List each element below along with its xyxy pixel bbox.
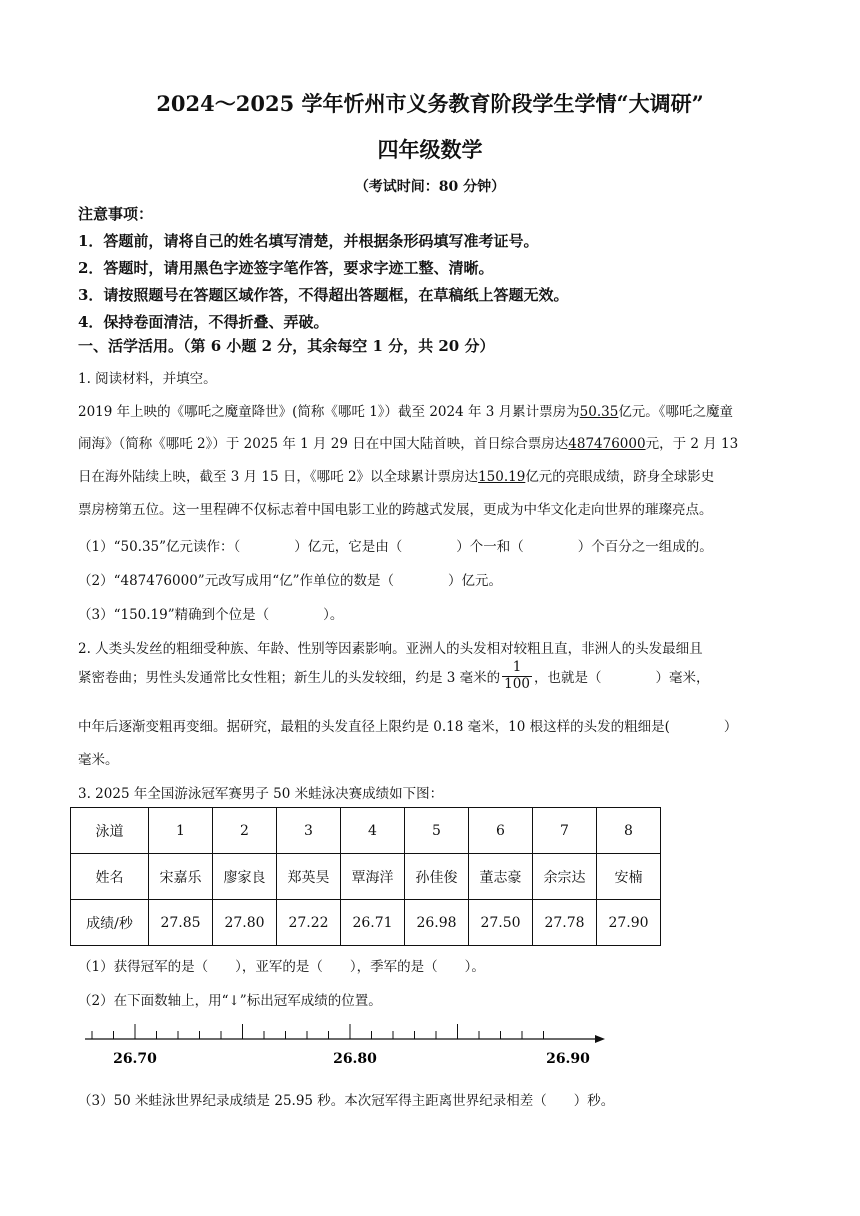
q1-title: 1. 阅读材料，并填空。 (78, 371, 217, 387)
q1-subquestion-2: （2）“487476000”元改写成用“亿”作单位的数是（ ）亿元。 (78, 573, 502, 589)
q1-paragraph-line-1 (78, 400, 733, 420)
q1-subquestion-3: （3）“150.19”精确到个位是（ ）。 (78, 607, 344, 623)
q2-line-1: 2. 人类头发丝的粗细受种族、年龄、性别等因素影响。亚洲人的头发相对较粗且直，非洲人的头发最细且 (78, 641, 703, 657)
q1-first-day-box-office: 487476000 (568, 436, 646, 452)
table-cell: 董志豪 (469, 854, 533, 900)
table-cell: 27.90 (597, 900, 661, 946)
table-row (71, 808, 661, 854)
fraction (502, 660, 532, 692)
table-cell: 26.71 (341, 900, 405, 946)
q1-text: 亿元。《哪吒之魔童 (618, 404, 734, 420)
table-cell: 5 (405, 808, 469, 854)
table-cell: 27.80 (213, 900, 277, 946)
table-cell: 6 (469, 808, 533, 854)
number-line-ticks (92, 1024, 544, 1039)
table-cell: 27.50 (469, 900, 533, 946)
table-cell: 7 (533, 808, 597, 854)
table-cell: 2 (213, 808, 277, 854)
q2-line-4: 毫米。 (78, 752, 119, 768)
q2-text: ，也就是（ ）毫米， (533, 670, 710, 687)
axis-label: 26.80 (333, 1051, 377, 1067)
exam-time: （考试时间：80 分钟） (354, 179, 506, 195)
table-header-cell: 姓名 (71, 854, 149, 900)
notice-heading: 注意事项： (78, 205, 154, 223)
exam-subtitle: 四年级数学 (377, 137, 483, 162)
notice-item-4: 4．保持卷面清洁，不得折叠、弄破。 (78, 313, 329, 331)
table-cell: 宋嘉乐 (149, 854, 213, 900)
arrow-head-icon (595, 1035, 605, 1043)
q3-subquestion-3: （3）50 米蛙泳世界纪录成绩是 25.95 秒。本次冠军得主距离世界纪录相差（ ）秒。 (78, 1093, 615, 1109)
q2-line-3: 中年后逐渐变粗再变细。据研究，最粗的头发直径上限约是 0.18 毫米，10 根这样的头发的粗细是( ） (78, 719, 738, 735)
fraction-numerator: 1 (502, 660, 532, 677)
table-header-cell: 泳道 (71, 808, 149, 854)
q1-text: 闹海》（简称《哪吒 2》）于 2025 年 1 月 29 日在中国大陆首映，首日综合票房达 (78, 436, 569, 452)
q3-subquestion-2: （2）在下面数轴上，用“↓”标出冠军成绩的位置。 (78, 993, 382, 1009)
table-cell: 27.78 (533, 900, 597, 946)
table-cell: 孙佳俊 (405, 854, 469, 900)
table-row (71, 854, 661, 900)
q2-text: 紧密卷曲；男性头发通常比女性粗；新生儿的头发较细，约是 3 毫米的 (78, 670, 501, 687)
table-cell: 余宗达 (533, 854, 597, 900)
q1-paragraph-line-3 (78, 465, 714, 485)
q1-box-office-1: 50.35 (579, 404, 619, 420)
q1-text: 日在海外陆续上映，截至 3 月 15 日，《哪吒 2》以全球累计票房达 (78, 469, 479, 485)
fraction-denominator: 100 (504, 675, 530, 692)
table-row (71, 900, 661, 946)
table-cell: 27.85 (149, 900, 213, 946)
exam-title: 2024～2025 学年忻州市义务教育阶段学生学情“大调研” (156, 91, 704, 116)
table-cell: 8 (597, 808, 661, 854)
q1-global-box-office: 150.19 (478, 469, 526, 485)
q3-intro: 3. 2025 年全国游泳冠军赛男子 50 米蛙泳决赛成绩如下图： (78, 786, 444, 802)
table-cell: 覃海洋 (341, 854, 405, 900)
q1-text: 亿元的亮眼成绩，跻身全球影史 (525, 469, 715, 485)
table-cell: 1 (149, 808, 213, 854)
number-line (80, 1018, 610, 1072)
notice-item-1: 1．答题前，请将自己的姓名填写清楚，并根据条形码填写准考证号。 (78, 232, 539, 250)
results-table (70, 807, 661, 946)
table-cell: 廖家良 (213, 854, 277, 900)
axis-label: 26.90 (546, 1051, 590, 1067)
q1-text: 2019 年上映的《哪吒之魔童降世》(简称《哪吒 1》）截至 2024 年 3 月累计票房为 (78, 404, 580, 420)
section1-heading: 一、活学活用。（第 6 小题 2 分，其余每空 1 分，共 20 分） (78, 337, 495, 355)
q1-paragraph-line-4: 票房榜第五位。这一里程碑不仅标志着中国电影工业的跨越式发展，更成为中华文化走向世界的璀璨亮点。 (78, 502, 713, 518)
table-cell: 3 (277, 808, 341, 854)
q3-subquestion-1: （1）获得冠军的是（ ），亚军的是（ ），季军的是（ ）。 (78, 959, 485, 975)
table-cell: 郑英昊 (277, 854, 341, 900)
q1-paragraph-line-2 (78, 432, 738, 452)
notice-item-2: 2．答题时，请用黑色字迹签字笔作答，要求字迹工整、清晰。 (78, 259, 494, 277)
table-cell: 安楠 (597, 854, 661, 900)
q1-subquestion-1: （1）“50.35”亿元读作：（ ）亿元，它是由（ ）个一和（ ）个百分之一组成的。 (78, 539, 713, 555)
table-cell: 26.98 (405, 900, 469, 946)
axis-label: 26.70 (113, 1051, 157, 1067)
table-cell: 4 (341, 808, 405, 854)
q2-line-2 (78, 660, 709, 692)
table-header-cell: 成绩/秒 (71, 900, 149, 946)
notice-item-3: 3．请按照题号在答题区域作答，不得超出答题框，在草稿纸上答题无效。 (78, 286, 569, 304)
q1-text: 元，于 2 月 13 (645, 436, 739, 452)
table-cell: 27.22 (277, 900, 341, 946)
